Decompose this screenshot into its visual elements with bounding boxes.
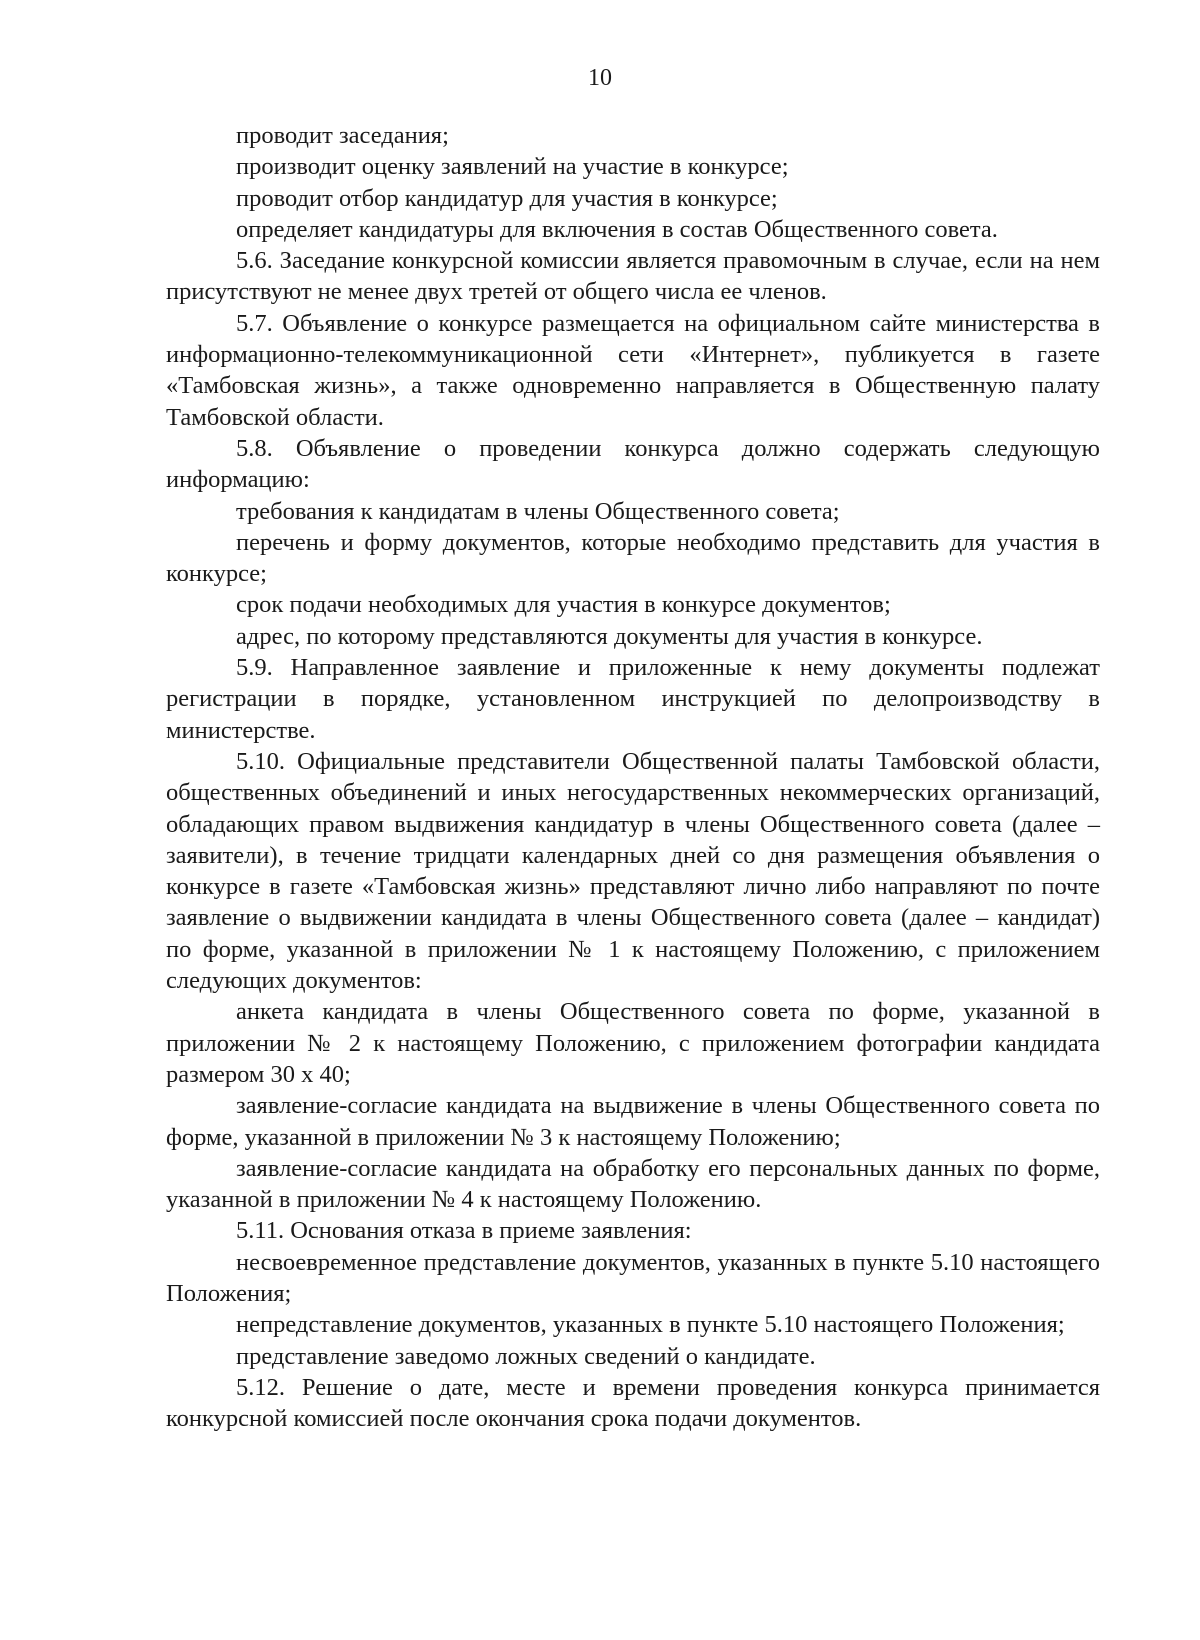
- paragraph-item: проводит отбор кандидатур для участия в конкурсе;: [236, 184, 778, 212]
- clause-5-11: 5.11. Основания отказа в приеме заявления:: [236, 1217, 692, 1245]
- paragraph-item: определяет кандидатуры для включения в состав Общественного совета.: [236, 215, 998, 243]
- clause-5-9: 5.9. Направленное заявление и приложенные к нему документы подлежат регистрации в порядке, установленном инструкцией по делопроизводству в министерстве.: [166, 654, 1100, 744]
- paragraph-item: анкета кандидата в члены Общественного совета по форме, указанной в приложении № 2 к настоящему Положению, с приложением фотографии кандидата размером 30 х 40;: [166, 998, 1100, 1088]
- clause-5-8: 5.8. Объявление о проведении конкурса должно содержать следующую информацию:: [166, 434, 1100, 494]
- paragraph-item: требования к кандидатам в члены Общественного совета;: [236, 497, 840, 525]
- paragraph-item: срок подачи необходимых для участия в конкурсе документов;: [236, 591, 891, 619]
- paragraph-item: представление заведомо ложных сведений о кандидате.: [236, 1342, 816, 1370]
- page-number: 10: [588, 65, 612, 91]
- clause-5-6: 5.6. Заседание конкурсной комиссии является правомочным в случае, если на нем присутствуют не менее двух третей от общего числа ее членов.: [166, 247, 1100, 306]
- clause-5-10: 5.10. Официальные представители Общественной палаты Тамбовской области, общественных объединений и иных негосударственных некоммерческих организаций, обладающих правом выдвижения кандидатур в члены Общественного совета (далее – заявители), в течение тридцати календарных дней со дня размещения объявления о конкурсе в газете «Тамбовская жизнь» представляют лично либо направляют по почте заявление о выдвижении кандидата в члены Общественного совета (далее – кандидат) по форме, указанной в приложении № 1 к настоящему Положению, с приложением следующих документов:: [166, 747, 1100, 995]
- paragraph-item: заявление-согласие кандидата на обработку его персональных данных по форме, указанной в приложении № 4 к настоящему Положению.: [166, 1154, 1100, 1214]
- paragraph-item: адрес, по которому представляются документы для участия в конкурсе.: [236, 622, 983, 650]
- clause-5-7: 5.7. Объявление о конкурсе размещается на официальном сайте министерства в информационно-телекоммуникационной сети «Интернет», публикуется в газете «Тамбовская жизнь», а также одновременно направляется в Общественную палату Тамбовской области.: [166, 309, 1100, 431]
- document-body: [166, 120, 1100, 1434]
- paragraph-item: несвоевременное представление документов, указанных в пункте 5.10 настоящего Положения;: [166, 1248, 1100, 1307]
- paragraph-item: заявление-согласие кандидата на выдвижение в члены Общественного совета по форме, указанной в приложении № 3 к настоящему Положению;: [166, 1092, 1100, 1151]
- clause-5-12: 5.12. Решение о дате, месте и времени проведения конкурса принимается конкурсной комиссией после окончания срока подачи документов.: [166, 1373, 1100, 1433]
- paragraph-item: производит оценку заявлений на участие в конкурсе;: [236, 153, 789, 181]
- paragraph-item: перечень и форму документов, которые необходимо представить для участия в конкурсе;: [166, 528, 1100, 588]
- paragraph-item: проводит заседания;: [236, 122, 449, 149]
- paragraph-item: непредставление документов, указанных в пункте 5.10 настоящего Положения;: [236, 1311, 1065, 1339]
